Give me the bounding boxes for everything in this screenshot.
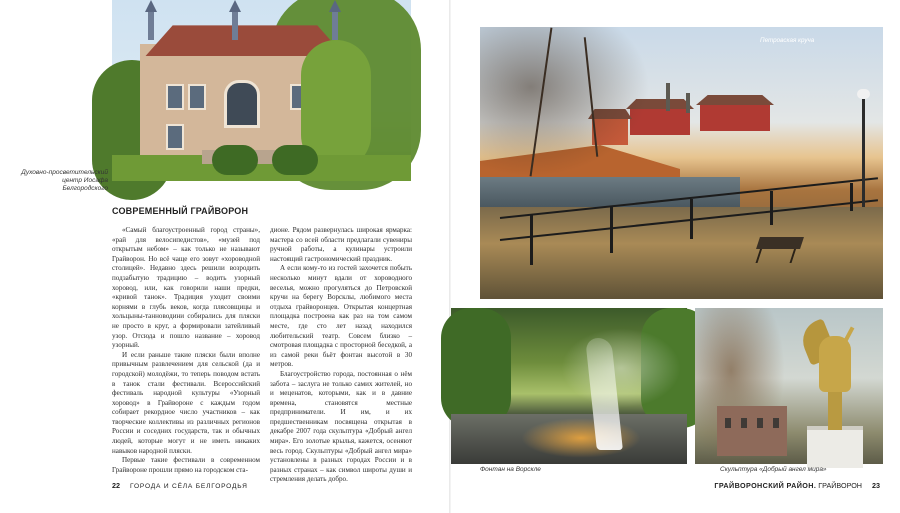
sunlight-reflection [521,418,641,458]
angel-figure [819,336,851,392]
photo-caption-fountain: Фонтан на Ворскле [480,466,541,473]
bush [212,145,258,175]
column [828,386,842,430]
bench [756,237,804,249]
pedestal [807,426,863,468]
church-spire [666,83,670,111]
photo-petrovskaya-krucha [480,27,883,299]
running-title: ГОРОДА И СЁЛА БЕЛГОРОДЬЯ [130,483,248,490]
fence [500,177,880,267]
photo-caption-cultural-center: Духовно-просветительский центр Иосафа Белгородского [21,169,108,192]
bush [272,145,318,175]
tree [480,27,650,177]
spire [232,10,238,40]
photo-cultural-center [112,0,411,181]
photo-fountain [451,308,687,464]
paragraph: дионе. Рядом развернулась широкая ярмарка: мастера со всей области предлагали сувениры ручной работы, а кулинары устроили настоящий гастрономический праздник. [270,226,412,263]
page-footer-left [112,481,248,490]
section-heading: СОВРЕМЕННЫЙ ГРАЙВОРОН [112,206,249,216]
window [188,84,206,110]
page-footer-right [714,481,880,490]
paragraph: «Самый благоустроенный город страны», «рай для велосипедистов», «музей под открытым небом» – как только не называют Грайворон. Но всё чаще его зовут «хороводной столицей». Недавно здесь решили возродить подзабытую традицию – водить узорный хоровод, или, как говорили наши предки, «кривой танок». Традиция уходит своими корнями в глубь веков, когда плясовщицы и хольцыны-танноводини собирались для пляски не просто в круг, а формировали затейливый узор. Отсюда и пошло название – хоровод узорный. [112,226,260,350]
paragraph: Благоустройство города, постоянная о нём забота – заслуга не только самих жителей, но и меценатов, которыми, как и в давние времена, становятся местные предприниматели. И им, и их предшественникам посвящена открытая в декабре 2007 года скульптура «Добрый ангел мира». Его золотые крылья, кажется, осеняют весь город. Скульптуры «Добрый ангел мира» установлены в разных городах России и в разных странах – как символ широты души и стремления делать добро. [270,369,412,484]
photo-caption-angel: Скульптура «Добрый ангел мира» [720,466,827,473]
text-column-left [112,226,260,472]
photo-caption-krucha: Петровская круча [760,37,815,44]
building [700,105,770,131]
paragraph: Первые такие фестивали в современном Грайвороне прошли прямо на городском ста- [112,456,260,474]
paragraph: И если раньше такие пляски были вполне привычным развлечением для сельской (да и городской) молодёжи, то теперь поводом встать в танок стали фестивали. Всероссийский фестиваль народной культуры «Узорный хоровод» в Грайвороне с каждым годом собирает рекордное число участников – как творческие коллективы из различных регионов России и соседних государств, так и обычных людей, которые могут и не иметь никаких навыков народной пляски. [112,350,260,455]
church-spire [686,93,690,113]
spire [332,10,338,40]
street-lamp [862,97,865,207]
fountain-mist [561,328,681,408]
building [717,406,787,456]
tree [441,308,511,428]
text-column-right [270,226,412,484]
running-title-district: ГРАЙВОРОНСКИЙ РАЙОН. [714,481,817,490]
photo-angel-sculpture [695,308,883,464]
page-number: 23 [872,481,880,490]
page-number: 22 [112,481,120,490]
window [166,84,184,110]
paragraph: А если кому-то из гостей захочется побыть несколько минут вдали от хороводного веселья, можно прогуляться до Петровской кручи на берегу Ворсклы, любимого места отдыха грайворонцев. Открытая концертная площадка построена как раз на том самом месте, где сто лет назад находился любительский театр. Совсем близко – смотровая площадка с просторной беседкой, а из самой реки бьёт фонтан высотой в 30 метров. [270,264,412,369]
running-title-town: ГРАЙВОРОН [818,481,862,490]
spire [148,10,154,40]
arched-entrance [224,80,260,128]
window [166,124,184,150]
